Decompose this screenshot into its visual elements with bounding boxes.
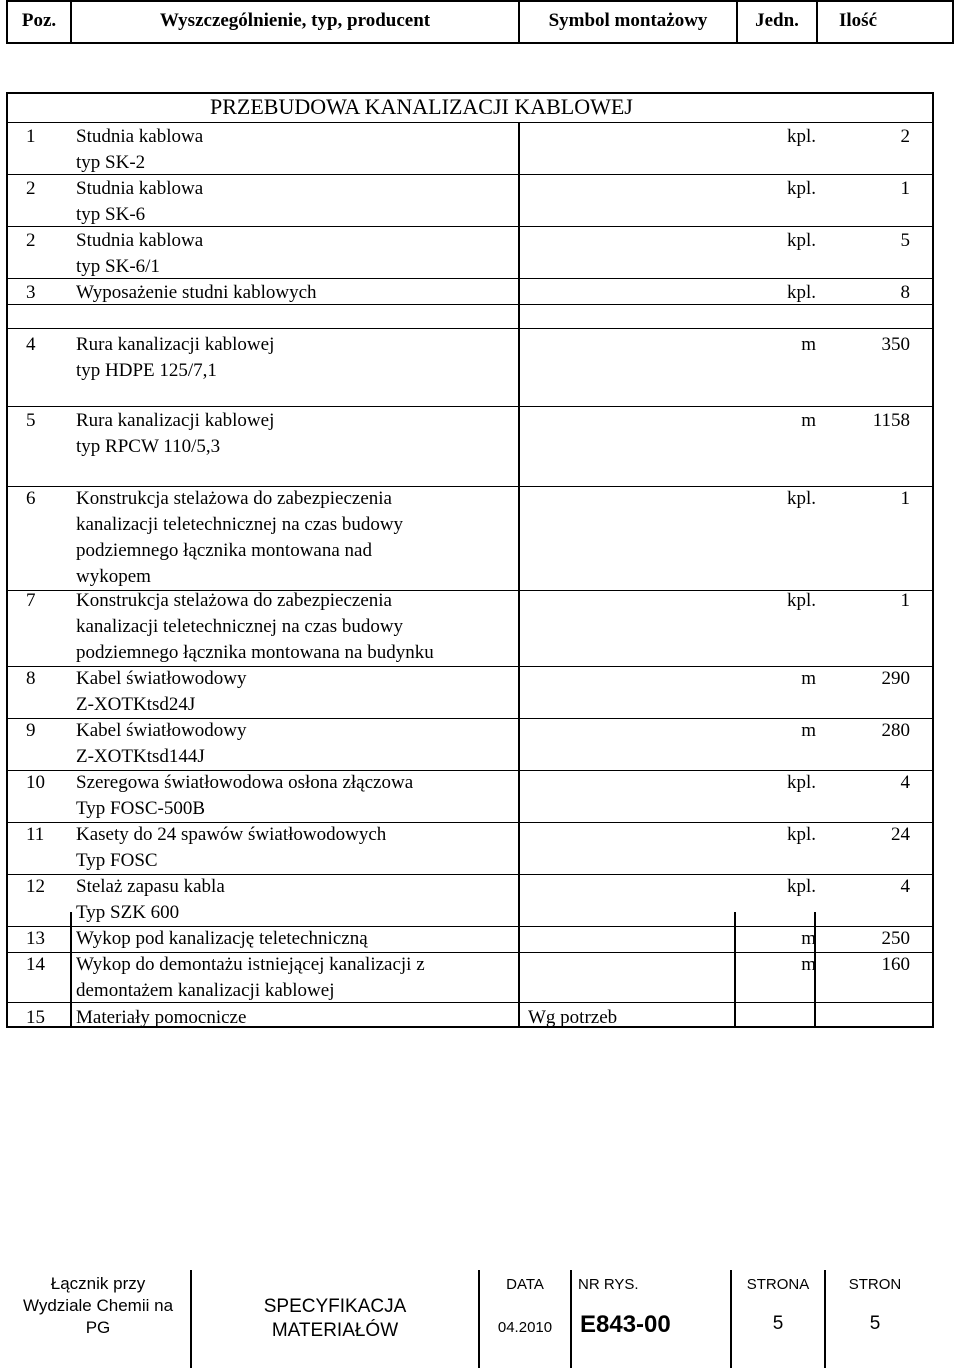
company-line: PG xyxy=(85,1318,111,1337)
grid-line xyxy=(518,122,520,1028)
grid-line xyxy=(6,122,934,123)
section-title: PRZEBUDOWA KANALIZACJI KABLOWEJ xyxy=(210,94,633,119)
row-description-line: demontażem kanalizacji kablowej xyxy=(76,980,335,1001)
header-quantity: Ilość xyxy=(839,10,877,31)
row-description-line: Konstrukcja stelażowa do zabezpieczenia xyxy=(76,590,392,611)
row-number: 10 xyxy=(26,772,45,793)
row-description xyxy=(76,486,516,590)
row-description xyxy=(76,770,516,822)
drawing-number-value: E843-00 xyxy=(580,1311,671,1338)
row-description-line: typ SK-6 xyxy=(76,204,146,225)
row-unit: kpl. xyxy=(786,230,816,251)
row-number: 9 xyxy=(26,720,36,741)
row-number: 13 xyxy=(26,928,45,949)
row-description-line: Wyposażenie studni kablowych xyxy=(76,282,317,303)
row-quantity: 250 xyxy=(881,928,910,949)
title-block-pages xyxy=(824,1270,924,1368)
row-description xyxy=(76,408,516,460)
header-description: Wyszczególnienie, typ, producent xyxy=(72,2,520,42)
page-label: STRONA xyxy=(746,1276,810,1293)
row-quantity: 4 xyxy=(900,772,910,793)
row-description xyxy=(76,588,516,666)
row-quantity: 8 xyxy=(900,282,910,303)
date-label: DATA xyxy=(506,1276,544,1293)
row-description-line: Typ SZK 600 xyxy=(76,902,180,923)
row-number: 2 xyxy=(26,230,36,251)
row-description-line: Typ FOSC-500B xyxy=(76,798,206,819)
row-quantity: 2 xyxy=(900,126,910,147)
row-description xyxy=(76,952,516,1004)
row-description xyxy=(76,228,516,280)
row-description-line: typ HDPE 125/7,1 xyxy=(76,360,217,381)
row-description-line: kanalizacji teletechnicznej na czas budowy xyxy=(76,514,404,535)
row-number: 8 xyxy=(26,668,36,689)
row-number: 5 xyxy=(26,410,36,431)
row-description-line: Konstrukcja stelażowa do zabezpieczenia xyxy=(76,488,392,509)
row-number: 11 xyxy=(26,824,45,845)
row-description-line: typ RPCW 110/5,3 xyxy=(76,436,221,457)
row-unit: kpl. xyxy=(786,772,816,793)
row-unit: m xyxy=(801,720,816,741)
row-symbol: Wg potrzeb xyxy=(528,1007,618,1028)
drawing-number-label: NR RYS. xyxy=(578,1276,639,1293)
row-quantity: 1 xyxy=(900,590,910,611)
row-unit: kpl. xyxy=(786,178,816,199)
row-number: 7 xyxy=(26,590,36,611)
row-description-line: Z-XOTKtsd144J xyxy=(76,746,205,767)
grid-line xyxy=(6,328,934,329)
row-description xyxy=(76,926,516,952)
row-description-line: typ SK-2 xyxy=(76,152,146,173)
row-quantity: 350 xyxy=(881,334,910,355)
company-line: Łącznik przy xyxy=(50,1274,146,1293)
header-unit: Jedn. xyxy=(738,2,818,42)
row-quantity: 280 xyxy=(881,720,910,741)
row-unit: kpl. xyxy=(786,126,816,147)
title-block-document xyxy=(190,1270,478,1368)
row-description-line: Kabel światłowodowy xyxy=(76,720,247,741)
row-description xyxy=(76,124,516,176)
row-unit: m xyxy=(801,928,816,949)
row-number: 4 xyxy=(26,334,36,355)
header-poz: Poz. xyxy=(8,2,72,42)
title-block-date xyxy=(478,1270,570,1368)
row-description-line: Studnia kablowa xyxy=(76,230,204,251)
row-quantity: 4 xyxy=(900,876,910,897)
row-description-line: Wykop pod kanalizację teletechniczną xyxy=(76,928,368,949)
page-value: 5 xyxy=(772,1313,784,1334)
row-number: 6 xyxy=(26,488,36,509)
row-unit: m xyxy=(801,410,816,431)
row-description-line: Studnia kablowa xyxy=(76,126,204,147)
title-block xyxy=(6,1270,954,1368)
document-title-line: SPECYFIKACJA xyxy=(263,1296,407,1317)
row-quantity: 24 xyxy=(891,824,910,845)
row-number: 14 xyxy=(26,954,45,975)
pages-value: 5 xyxy=(869,1313,881,1334)
grid-line xyxy=(932,92,934,1028)
row-description xyxy=(76,666,516,718)
row-unit: kpl. xyxy=(786,876,816,897)
row-unit: kpl. xyxy=(786,488,816,509)
title-block-company xyxy=(6,1270,190,1368)
row-quantity: 1 xyxy=(900,488,910,509)
row-description xyxy=(76,332,516,384)
row-unit: kpl. xyxy=(786,824,816,845)
date-value: 04.2010 xyxy=(497,1319,553,1336)
row-description-line: Szeregowa światłowodowa osłona złączowa xyxy=(76,772,414,793)
row-description-line: Z-XOTKtsd24J xyxy=(76,694,196,715)
row-number: 2 xyxy=(26,178,36,199)
grid-line xyxy=(70,912,72,1028)
row-description xyxy=(76,822,516,874)
row-description-line: typ SK-6/1 xyxy=(76,256,160,277)
row-unit: m xyxy=(801,668,816,689)
grid-line xyxy=(6,92,8,1028)
title-block-page xyxy=(730,1270,824,1368)
document-title-line: MATERIAŁÓW xyxy=(271,1320,399,1341)
row-description xyxy=(76,280,516,306)
row-description-line: Kasety do 24 spawów światłowodowych xyxy=(76,824,387,845)
row-description-line: Studnia kablowa xyxy=(76,178,204,199)
row-description-line: Rura kanalizacji kablowej xyxy=(76,410,275,431)
row-number: 1 xyxy=(26,126,36,147)
row-unit: m xyxy=(801,334,816,355)
row-description-line: kanalizacji teletechnicznej na czas budowy xyxy=(76,616,404,637)
row-description-line: Wykop do demontażu istniejącej kanalizacji z xyxy=(76,954,425,975)
row-quantity: 160 xyxy=(881,954,910,975)
company-line: Wydziale Chemii na xyxy=(22,1296,174,1315)
row-quantity: 5 xyxy=(900,230,910,251)
row-description xyxy=(76,718,516,770)
row-description-line: Stelaż zapasu kabla xyxy=(76,876,225,897)
row-number: 12 xyxy=(26,876,45,897)
row-description xyxy=(76,874,516,926)
header-symbol: Symbol montażowy xyxy=(520,2,738,42)
row-description xyxy=(76,1005,516,1031)
row-number: 3 xyxy=(26,282,36,303)
row-description-line: Rura kanalizacji kablowej xyxy=(76,334,275,355)
row-unit: kpl. xyxy=(786,282,816,303)
table-header xyxy=(6,0,954,44)
pages-label: STRON xyxy=(848,1276,902,1293)
row-unit: m xyxy=(801,954,816,975)
row-description-line: Materiały pomocnicze xyxy=(76,1007,247,1028)
row-quantity: 290 xyxy=(881,668,910,689)
row-description-line: Typ FOSC xyxy=(76,850,158,871)
grid-line xyxy=(6,406,934,407)
row-quantity: 1158 xyxy=(872,410,910,431)
row-description-line: podziemnego łącznika montowana nad xyxy=(76,540,372,561)
row-description xyxy=(76,176,516,228)
title-block-drawing xyxy=(570,1270,730,1368)
row-description-line: Kabel światłowodowy xyxy=(76,668,247,689)
row-description-line: wykopem xyxy=(76,566,151,587)
row-number: 15 xyxy=(26,1007,45,1028)
row-quantity: 1 xyxy=(900,178,910,199)
row-unit: kpl. xyxy=(786,590,816,611)
row-description-line: podziemnego łącznika montowana na budynku xyxy=(76,642,434,663)
